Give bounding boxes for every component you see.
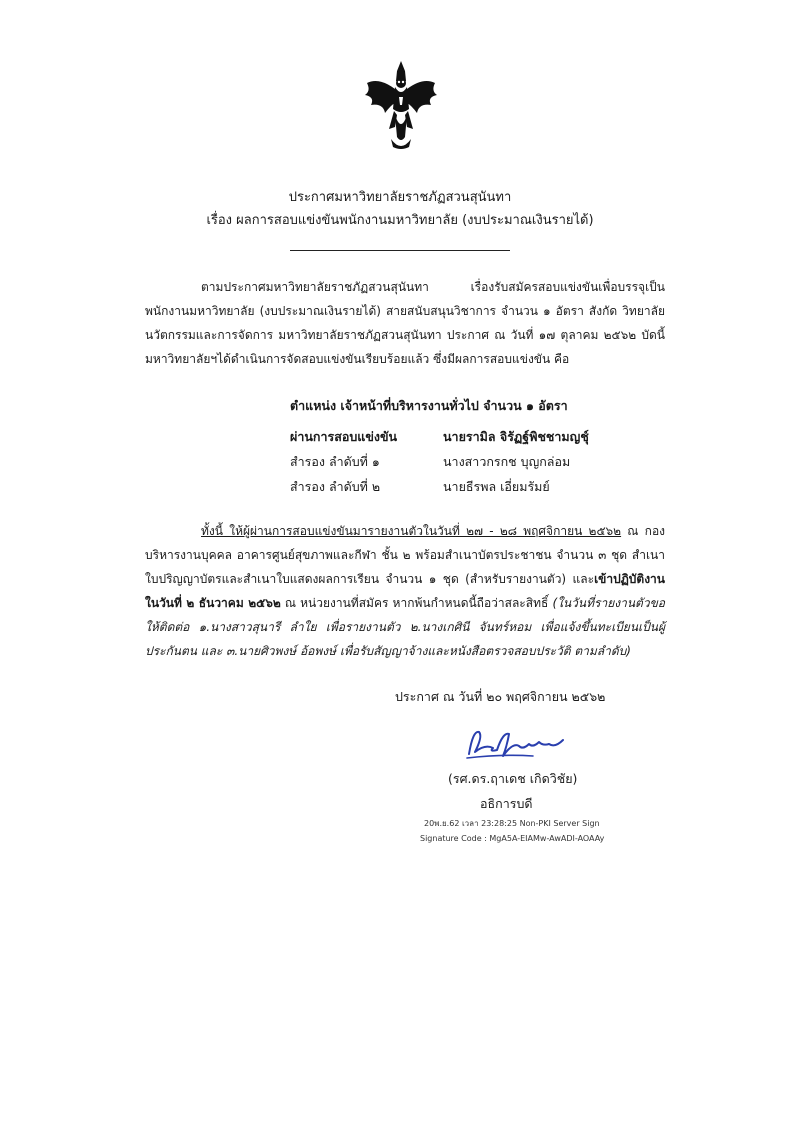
announcement-subject: เรื่อง ผลการสอบแข่งขันพนักงานมหาวิทยาลัย (งบประมาณเงินรายได้) [206, 213, 594, 228]
result-label-passed: ผ่านการสอบแข่งขัน [290, 429, 398, 444]
announcement-date: ประกาศ ณ วันที่ ๒๐ พฤศจิกายน ๒๕๖๒ [395, 689, 606, 704]
result-label-reserve-2: สำรอง ลำดับที่ ๒ [290, 479, 381, 494]
signer-title: อธิการบดี [480, 796, 533, 811]
result-name-reserve-1: นางสาวกรกช บุญกล่อม [443, 454, 571, 469]
signer-name: (รศ.ดร.ฤาเดช เกิดวิชัย) [448, 771, 578, 786]
report-location-text: ณ กองบริหารงานบุคคล อาคารศูนย์สุขภาพและกีฬา ชั้น ๒ พร้อมสำเนาบัตรประชาชน จำนวน ๓ ชุด สำเนาใบปริญญาบัตรและสำเนาใบแสดงผลการเรียน จำนวน ๑ ชุด (สำหรับรายงานตัว) และ [145, 524, 666, 586]
result-name-passed: นายรามิล จิรัฏฐ์พิชชามญชุ์ [443, 429, 589, 444]
forfeit-text: ณ หน่วยงานที่สมัคร หากพ้นกำหนดนี้ถือว่าสละสิทธิ์ [280, 596, 553, 610]
signature-code: Signature Code : MgA5A-EIAMw-AwADI-AOAAy [420, 834, 605, 843]
start-date-text: เข้าปฏิบัติงานในวันที่ ๒ ธันวาคม ๒๕๖๒ [145, 572, 665, 610]
contact-note-text: (ในวันที่รายงานตัวขอให้ติดต่อ ๑.นางสาวสุนารี ลำใย เพื่อรายงานตัว ๒.นางเกศินี จันทร์หอม เพื่อแจ้งขึ้นทะเบียนเป็นผู้ประกันตน และ ๓.นายศิวพงษ์ อ้อพงษ์ เพื่อรับสัญญาจ้างและหนังสือตรวจสอบประวัติ ตามลำดับ) [145, 596, 665, 658]
sign-timestamp: 20พ.ย.62 เวลา 23:28:25 Non-PKI Server Sign [424, 819, 600, 828]
position-heading: ตำแหน่ง เจ้าหน้าที่บริหารงานทั่วไป จำนวน ๑ อัตรา [290, 398, 568, 413]
intro-paragraph [145, 275, 665, 371]
result-label-reserve-1: สำรอง ลำดับที่ ๑ [290, 454, 380, 469]
intro-text: ตามประกาศมหาวิทยาลัยราชภัฏสวนสุนันทา เรื่องรับสมัครสอบแข่งขันเพื่อบรรจุเป็นพนักงานมหาวิทยาลัย (งบประมาณเงินรายได้) สายสนับสนุนวิชาการ จำนวน ๑ อัตรา สังกัด วิทยาลัยนวัตกรรมและการจัดการ มหาวิทยาลัยราชภัฏสวนสุนันทา ประกาศ ณ วันที่ ๑๗ ตุลาคม ๒๕๖๒ บัดนี้ มหาวิทยาลัยฯได้ดำเนินการจัดสอบแข่งขันเรียบร้อยแล้ว ซึ่งมีผลการสอบแข่งขัน คือ [145, 280, 665, 366]
header-divider [290, 250, 510, 251]
announcement-title: ประกาศมหาวิทยาลัยราชภัฏสวนสุนันทา [288, 190, 512, 205]
garuda-emblem-icon [361, 57, 441, 153]
report-date-text: ทั้งนี้ ให้ผู้ผ่านการสอบแข่งขันมารายงานตัวในวันที่ ๒๗ - ๒๘ พฤศจิกายน ๒๕๖๒ [201, 524, 622, 538]
instructions-paragraph [145, 519, 665, 663]
result-name-reserve-2: นายธีรพล เอี่ยมรัมย์ [443, 479, 550, 494]
handwritten-signature [463, 722, 573, 766]
